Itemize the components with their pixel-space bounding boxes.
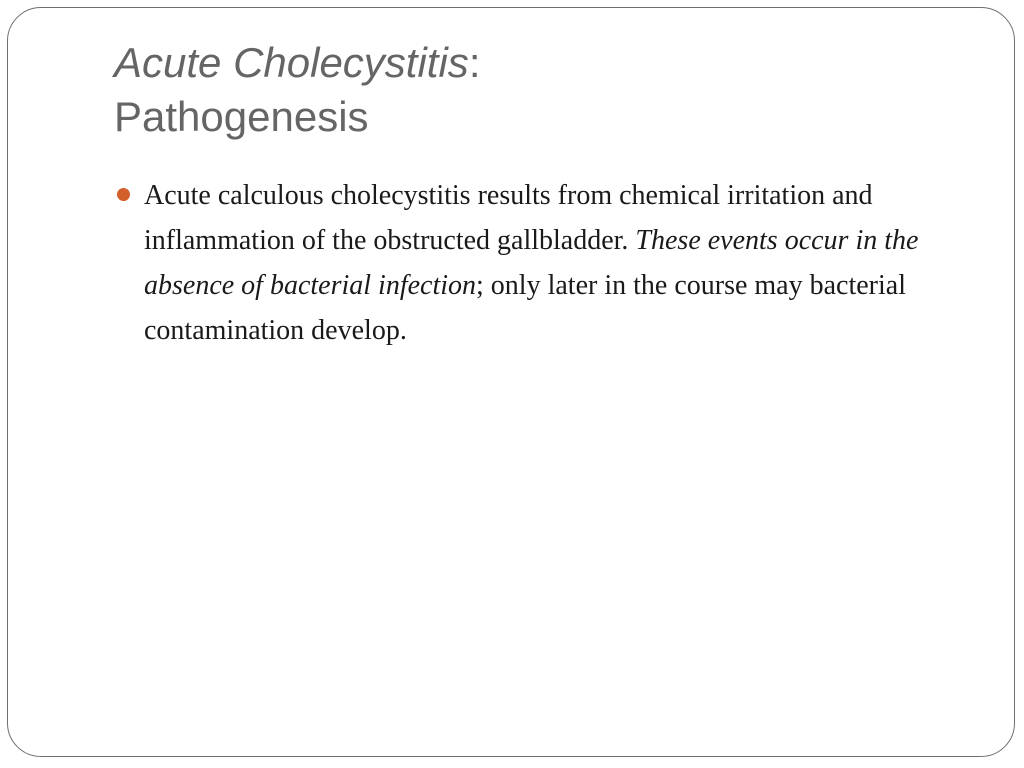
bullet-text-part2: ; only later in the course may bacterial contamination develop. bbox=[144, 270, 906, 346]
bullet-text-italic: These events occur in the absence of bacterial infection bbox=[144, 225, 919, 301]
title-colon: : bbox=[468, 39, 481, 86]
bullet-text-part1: Acute calculous cholecystitis results from chemical irritation and inflammation of the obstructed gallbladder. bbox=[144, 180, 873, 256]
bullet-dot-icon bbox=[117, 188, 130, 201]
slide-body bbox=[114, 173, 974, 353]
bullet-item bbox=[114, 173, 974, 353]
title-italic-part: Acute Cholecystitis bbox=[114, 39, 469, 86]
slide bbox=[7, 7, 1015, 757]
slide-title bbox=[114, 36, 934, 144]
title-line2: Pathogenesis bbox=[114, 93, 369, 140]
